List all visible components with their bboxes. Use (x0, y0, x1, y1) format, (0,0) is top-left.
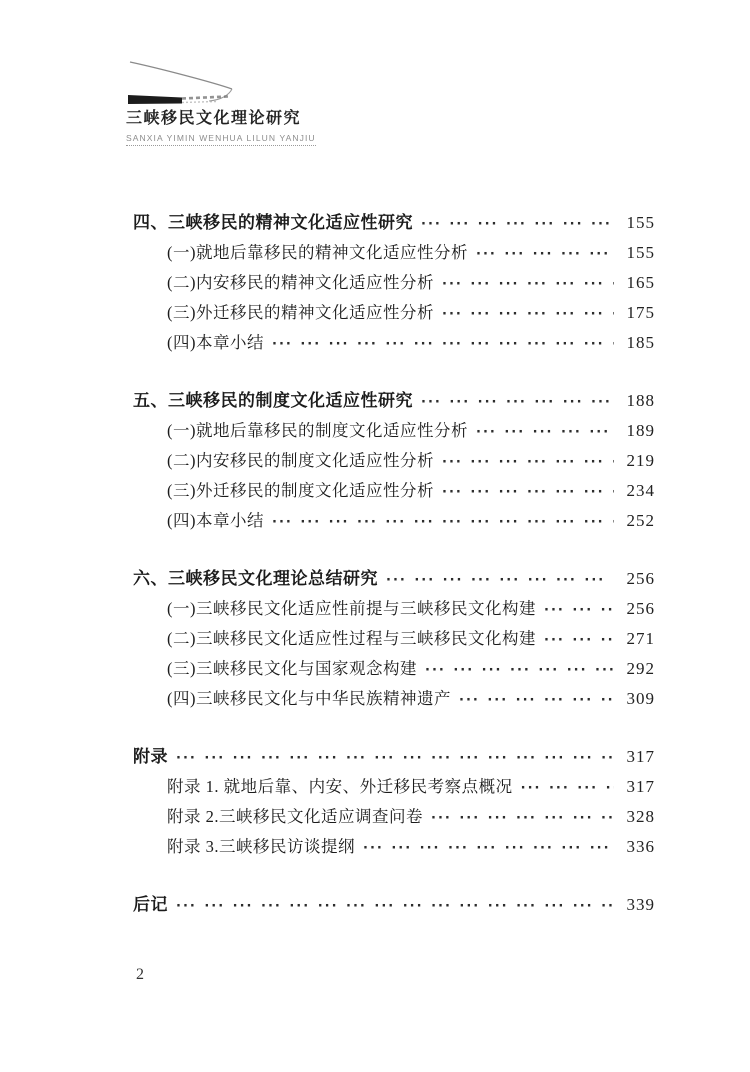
toc-entry (133, 772, 655, 802)
dot-leader (272, 329, 614, 360)
toc-entry-page-number: 252 (626, 511, 655, 530)
dot-leader (442, 269, 614, 300)
toc-entry (133, 594, 655, 624)
toc-section (133, 742, 655, 862)
dot-leader (431, 803, 614, 834)
toc-entry (133, 268, 655, 298)
toc-entry-title: (二)三峡移民文化适应性过程与三峡移民文化构建 (167, 629, 536, 648)
dot-leader (442, 477, 614, 508)
toc-entry-title: (一)三峡移民文化适应性前提与三峡移民文化构建 (167, 599, 536, 618)
toc-entry-title: (二)内安移民的精神文化适应性分析 (167, 273, 434, 292)
toc-entry-title: (二)内安移民的制度文化适应性分析 (167, 451, 434, 470)
toc-chapter-entry (133, 742, 655, 772)
dot-leader (544, 625, 614, 656)
toc-entry-title: 附录 2.三峡移民文化适应调查问卷 (167, 807, 423, 826)
toc-chapter-entry (133, 208, 655, 238)
toc-entry-title: (三)外迁移民的精神文化适应性分析 (167, 303, 434, 322)
toc-entry-page-number: 336 (626, 837, 655, 856)
toc-entry-title: (三)三峡移民文化与国家观念构建 (167, 659, 417, 678)
toc-entry-title: (四)三峡移民文化与中华民族精神遗产 (167, 689, 451, 708)
toc-entry-page-number: 155 (626, 213, 655, 232)
dot-leader (476, 417, 614, 448)
toc-entry (133, 298, 655, 328)
dot-leader (272, 507, 614, 538)
toc-entry-page-number: 309 (626, 689, 655, 708)
toc-chapter-entry (133, 890, 655, 920)
page-number: 2 (136, 966, 144, 983)
toc-section (133, 208, 655, 358)
toc-entry-title: (三)外迁移民的制度文化适应性分析 (167, 481, 434, 500)
dot-leader (421, 387, 614, 418)
toc-entry-page-number: 234 (626, 481, 655, 500)
toc-entry (133, 654, 655, 684)
toc-entry-page-number: 165 (626, 273, 655, 292)
toc-entry-page-number: 256 (626, 569, 655, 588)
toc-entry (133, 416, 655, 446)
toc-entry (133, 476, 655, 506)
toc-entry-page-number: 188 (626, 391, 655, 410)
toc-entry-page-number: 317 (626, 777, 655, 796)
toc-entry-title: (一)就地后靠移民的精神文化适应性分析 (167, 243, 468, 262)
dot-leader (386, 565, 614, 596)
dot-leader (476, 239, 614, 270)
toc-entry-page-number: 317 (626, 747, 655, 766)
toc-entry (133, 446, 655, 476)
toc-entry-title: (四)本章小结 (167, 333, 264, 352)
toc-section (133, 386, 655, 536)
dot-leader (176, 743, 614, 774)
toc-entry (133, 624, 655, 654)
toc-entry-title: 附录 1. 就地后靠、内安、外迁移民考察点概况 (167, 777, 513, 796)
toc-entry (133, 832, 655, 862)
toc-entry-title: 五、三峡移民的制度文化适应性研究 (133, 391, 413, 410)
toc-entry-page-number: 328 (626, 807, 655, 826)
dot-leader (521, 773, 614, 804)
dot-leader (363, 833, 614, 864)
dot-leader (421, 209, 614, 240)
toc-entry (133, 328, 655, 358)
toc-entry-title: (四)本章小结 (167, 511, 264, 530)
dot-leader (442, 447, 614, 478)
dot-leader (176, 891, 614, 922)
dot-leader (544, 595, 614, 626)
toc-entry (133, 238, 655, 268)
toc-entry-page-number: 155 (626, 243, 655, 262)
toc-entry (133, 684, 655, 714)
toc-chapter-entry (133, 564, 655, 594)
toc-section (133, 564, 655, 714)
toc-entry-page-number: 189 (626, 421, 655, 440)
book-logo (126, 56, 356, 146)
toc-entry-page-number: 271 (626, 629, 655, 648)
toc-entry-title: 附录 3.三峡移民访谈提纲 (167, 837, 355, 856)
toc-entry-title: 附录 (133, 747, 168, 766)
toc-entry-page-number: 256 (626, 599, 655, 618)
toc-entry (133, 802, 655, 832)
dot-leader (442, 299, 614, 330)
toc-entry-title: (一)就地后靠移民的制度文化适应性分析 (167, 421, 468, 440)
toc-entry-title: 四、三峡移民的精神文化适应性研究 (133, 213, 413, 232)
toc-entry-page-number: 339 (626, 895, 655, 914)
toc-entry-page-number: 219 (626, 451, 655, 470)
table-of-contents (133, 208, 655, 920)
toc-chapter-entry (133, 386, 655, 416)
toc-entry-page-number: 292 (626, 659, 655, 678)
brush-stroke-icon (126, 56, 276, 104)
toc-entry (133, 506, 655, 536)
book-title: 三峡移民文化理论研究 (126, 110, 302, 127)
toc-entry-title: 后记 (133, 895, 168, 914)
toc-entry-page-number: 185 (626, 333, 655, 352)
book-title-pinyin: SANXIA YIMIN WENHUA LILUN YANJIU (126, 133, 316, 146)
toc-entry-page-number: 175 (626, 303, 655, 322)
toc-section (133, 890, 655, 920)
dot-leader (425, 655, 614, 686)
toc-entry-title: 六、三峡移民文化理论总结研究 (133, 569, 378, 588)
dot-leader (459, 685, 614, 716)
